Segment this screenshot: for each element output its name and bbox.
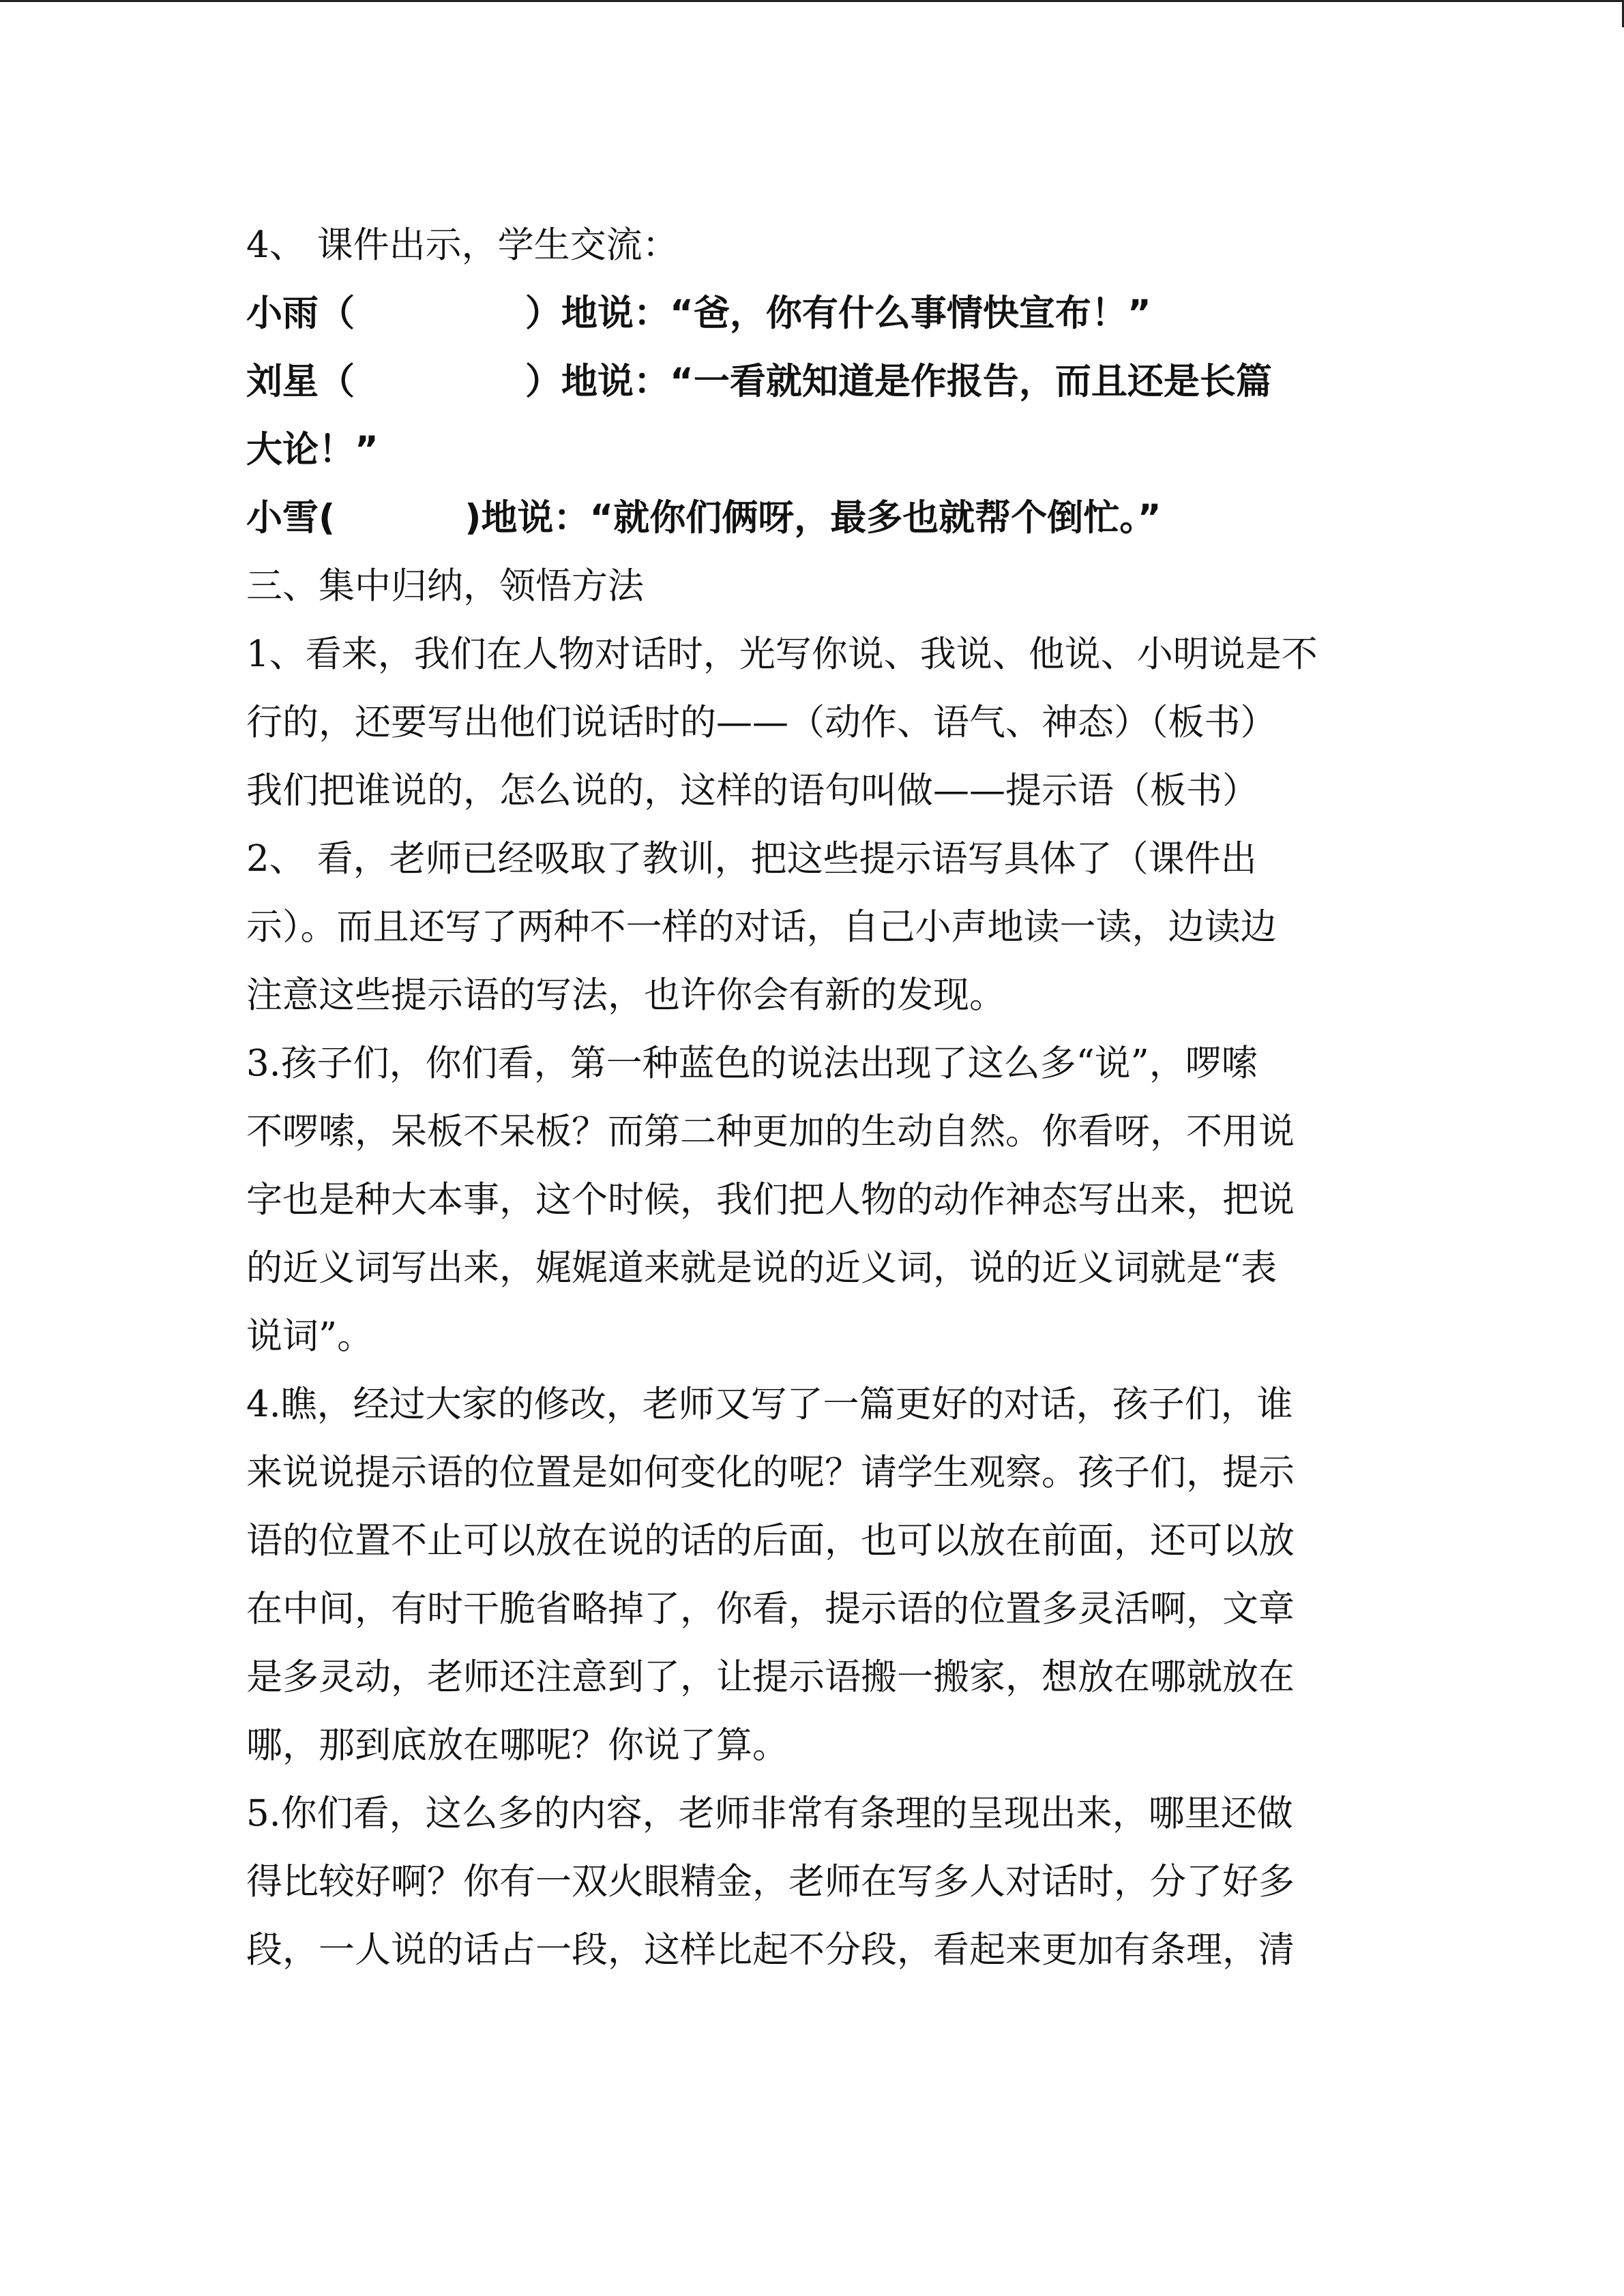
paragraph-line: 哪，那到底放在哪呢？你说了算。 [246, 1725, 788, 1766]
paragraph-line: 5.你们看，这么多的内容，老师非常有条理的呈现出来，哪里还做 [246, 1793, 1293, 1834]
paragraph-line: 字也是种大本事，这个时候，我们把人物的动作神态写出来，把说 [246, 1179, 1295, 1221]
speaker-verb: ）地说： [525, 361, 670, 402]
section-4-heading: 4、 课件出示，学生交流： [246, 224, 679, 266]
dialogue-quote: “一看就知道是作报告，而且还是长篇 [670, 361, 1272, 402]
paragraph-line: 行的，还要写出他们说话时的——（动作、语气、神态）（板书） [246, 702, 1277, 743]
paragraph-line: 1、看来，我们在人物对话时，光写你说、我说、他说、小明说是不 [246, 633, 1318, 675]
paragraph-line: 的近义词写出来，娓娓道来就是说的近义词，说的近义词就是“表 [246, 1247, 1278, 1289]
paragraph-line: 示）。而且还写了两种不一样的对话，自己小声地读一读，边读边 [246, 906, 1277, 948]
paragraph-line: 3.孩子们，你们看，第一种蓝色的说法出现了这么多“说”，啰嗦 [246, 1043, 1258, 1084]
paragraph-line: 语的位置不止可以放在说的话的后面，也可以放在前面，还可以放 [246, 1520, 1295, 1562]
dialogue-quote: “就你们俩呀，最多也就帮个倒忙。” [589, 497, 1162, 539]
speaker-verb: )地说： [464, 497, 590, 539]
speaker-xiaoxue: 小雪( [246, 497, 336, 539]
dialogue-line-xiaoyu [246, 280, 1378, 348]
paragraph-line: 段，一人说的话占一段，这样比起不分段，看起来更加有条理，清 [246, 1929, 1295, 1971]
speaker-xiaoyu: 小雨（ [246, 293, 355, 334]
document-body [246, 211, 1378, 1984]
section-3-heading: 三、集中归纳，领悟方法 [246, 565, 644, 607]
paragraph-line: 我们把谁说的，怎么说的，这样的语句叫做——提示语（板书） [246, 770, 1258, 811]
paragraph-line: 2、 看，老师已经吸取了教训，把这些提示语写具体了（课件出 [246, 838, 1257, 880]
paragraph-line: 来说说提示语的位置是如何变化的呢？请学生观察。孩子们，提示 [246, 1452, 1295, 1493]
dialogue-quote: “爸，你有什么事情快宣布！” [670, 293, 1151, 334]
paragraph-line: 不啰嗦，呆板不呆板？而第二种更加的生动自然。你看呀，不用说 [246, 1111, 1295, 1152]
paragraph-line: 得比较好啊？你有一双火眼精金，老师在写多人对话时，分了好多 [246, 1861, 1295, 1903]
dialogue-line-xiaoxue [246, 484, 1378, 552]
page-top-border [0, 0, 1624, 2]
speaker-liuxing: 刘星（ [246, 361, 355, 402]
dialogue-line-liuxing [246, 348, 1378, 416]
paragraph-line: 注意这些提示语的写法，也许你会有新的发现。 [246, 974, 1005, 1016]
speaker-verb: ）地说： [525, 293, 670, 334]
paragraph-line: 是多灵动，老师还注意到了，让提示语搬一搬家，想放在哪就放在 [246, 1656, 1295, 1698]
paragraph-line: 4.瞧，经过大家的修改，老师又写了一篇更好的对话，孩子们，谁 [246, 1384, 1293, 1425]
paragraph-line: 在中间，有时干脆省略掉了，你看，提示语的位置多灵活啊，文章 [246, 1588, 1295, 1630]
dialogue-line-liuxing-cont: 大论！” [246, 429, 379, 471]
paragraph-line: 说词”。 [246, 1315, 374, 1357]
